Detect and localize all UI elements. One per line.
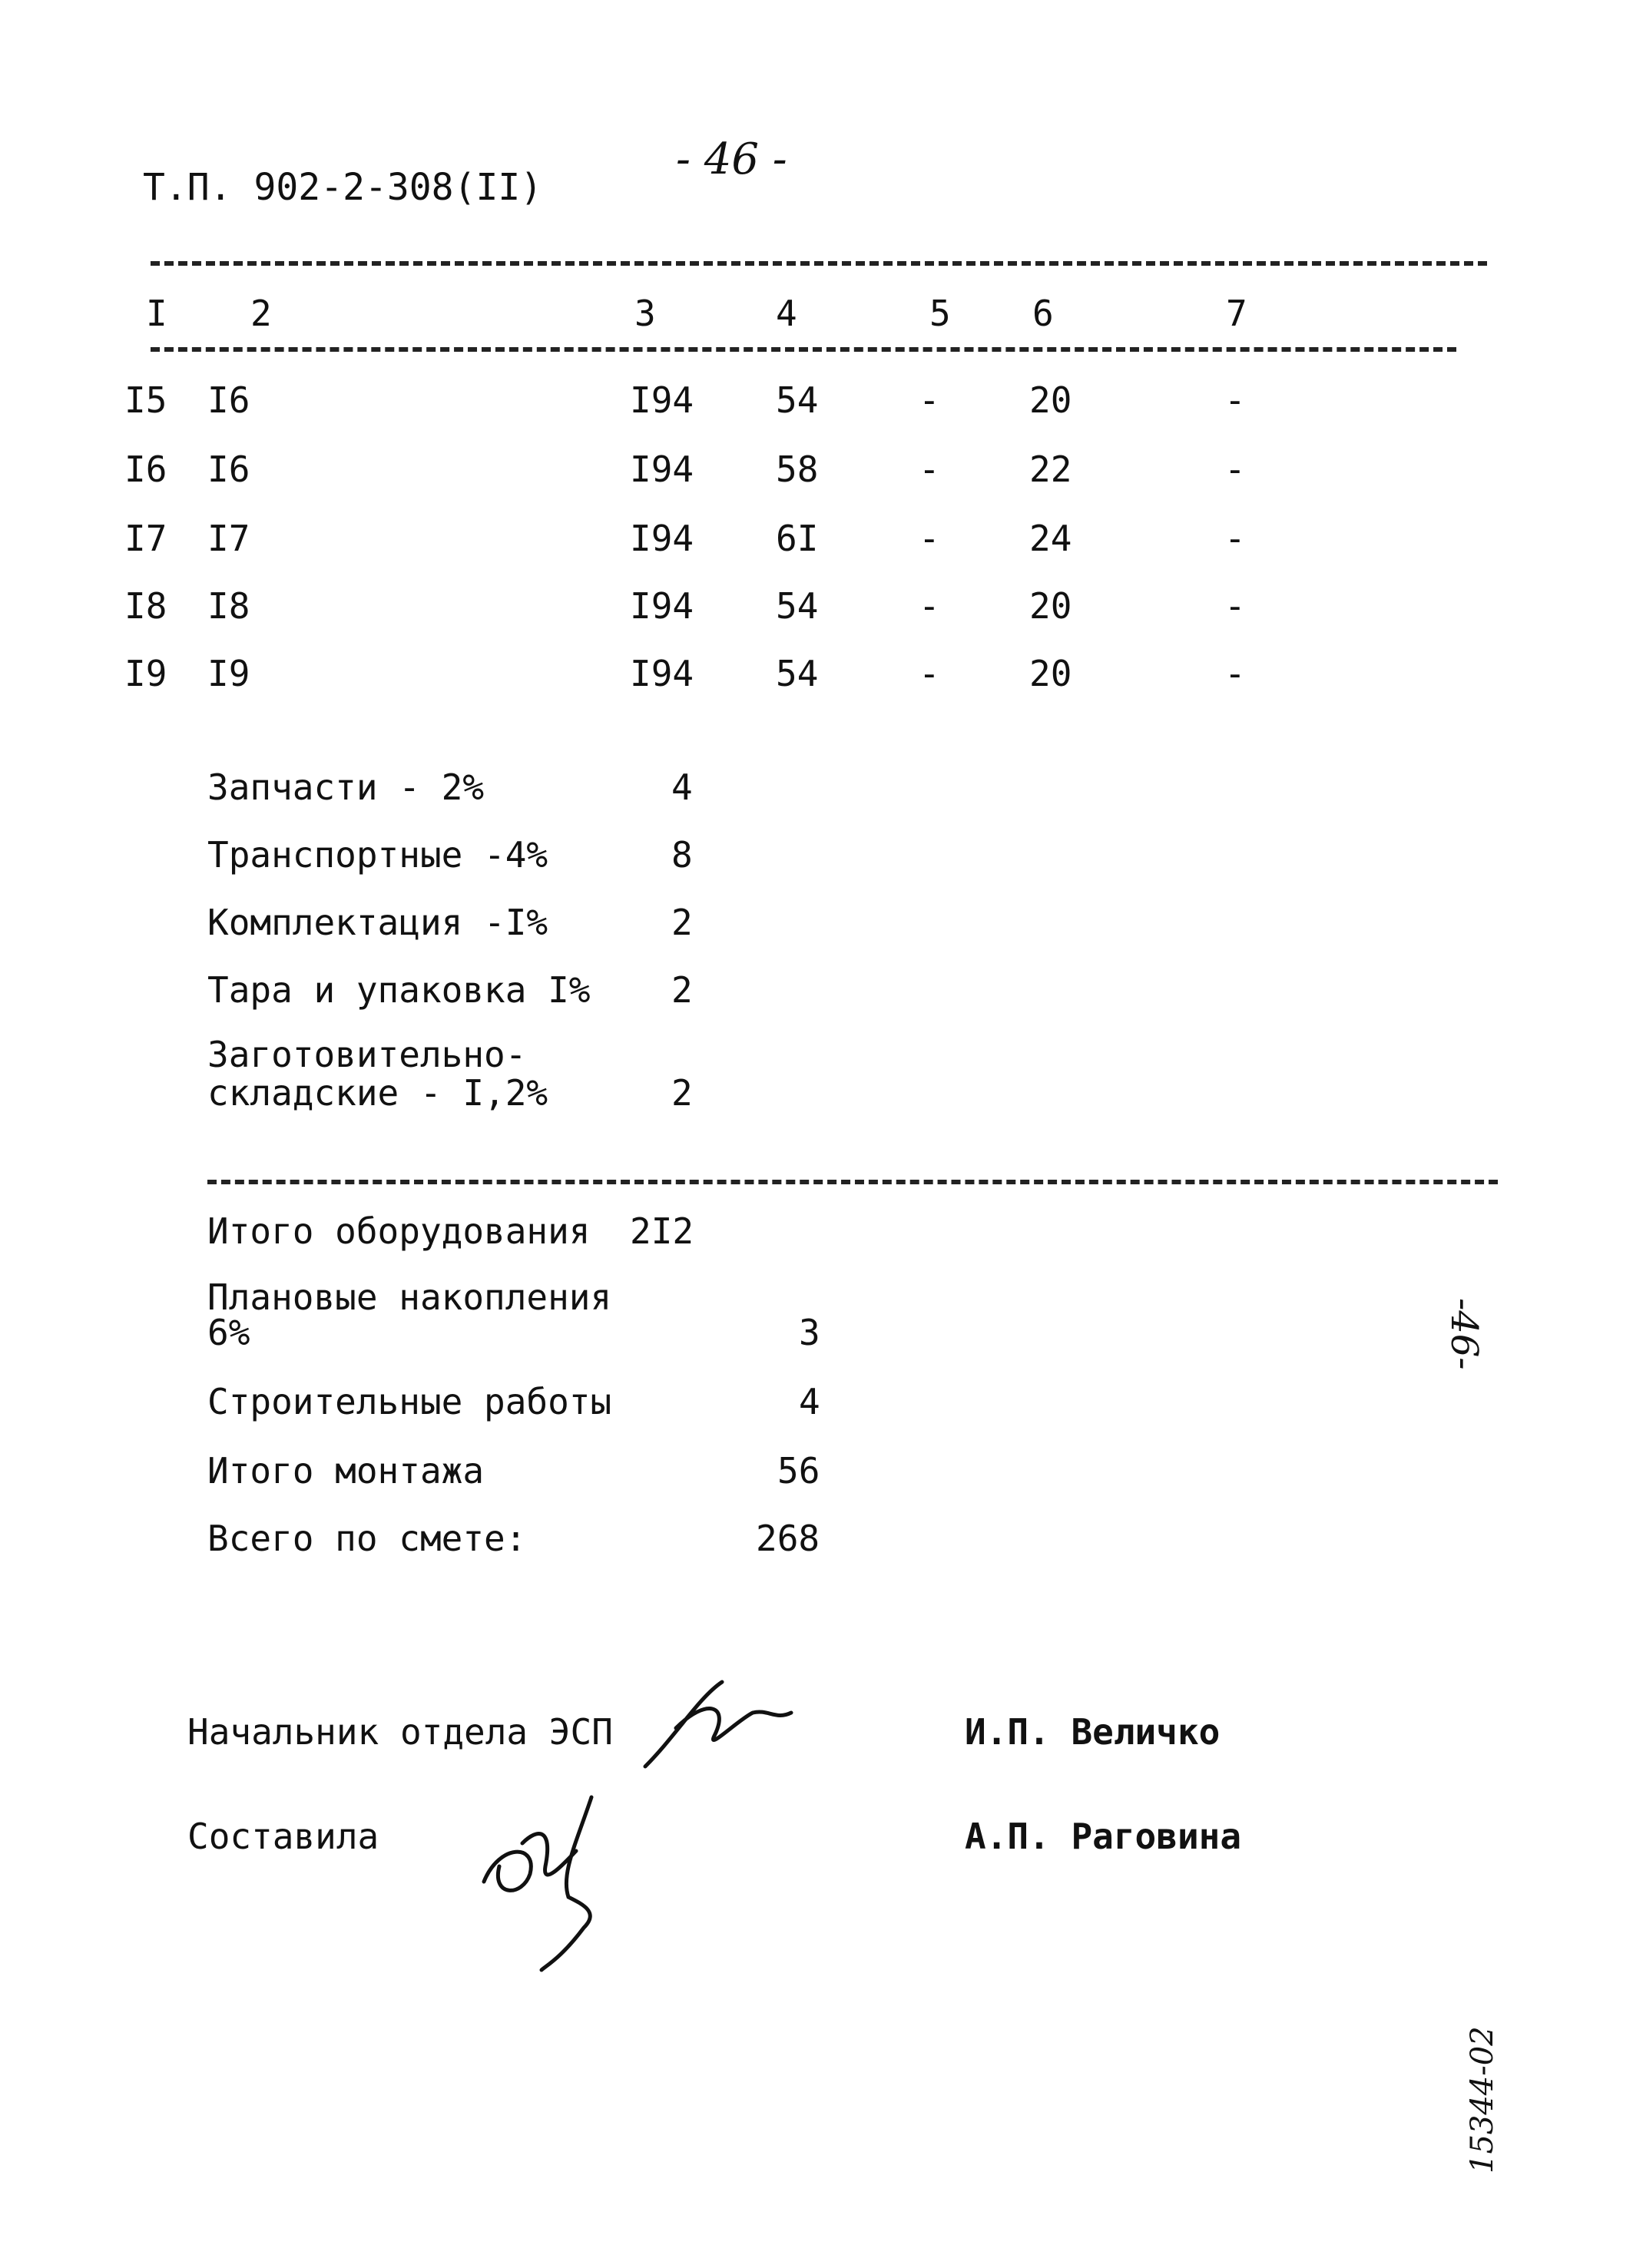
- surcharge-label: Транспортные -4%: [207, 834, 548, 876]
- table-cell: 24: [1029, 518, 1072, 559]
- table-cell: 58: [776, 449, 819, 490]
- table-cell: -: [919, 585, 940, 627]
- column-header: 4: [776, 293, 797, 334]
- table-cell: -: [919, 449, 940, 490]
- surcharge-value: 2: [671, 902, 693, 943]
- surcharge-value: 2: [671, 969, 693, 1011]
- column-header: 5: [929, 293, 951, 334]
- table-cell: I94: [630, 379, 694, 421]
- table-cell: 20: [1029, 585, 1072, 627]
- table-cell: I8: [207, 585, 250, 627]
- side-page-number: -46-: [1443, 1298, 1486, 1370]
- compiler-name: А.П. Раговина: [965, 1816, 1242, 1857]
- head-title: Начальник отдела ЭСП: [187, 1711, 613, 1753]
- table-cell: 54: [776, 653, 819, 694]
- table-cell: I9: [124, 653, 167, 694]
- table-cell: -: [1224, 585, 1246, 627]
- table-cell: 22: [1029, 449, 1072, 490]
- table-cell: -: [919, 518, 940, 559]
- surcharge-label: Комплектация -I%: [207, 902, 548, 943]
- table-cell: I5: [124, 379, 167, 421]
- table-cell: -: [919, 379, 940, 421]
- table-cell: 20: [1029, 379, 1072, 421]
- head-name: И.П. Величко: [965, 1711, 1221, 1753]
- surcharge-label: Тара и упаковка I%: [207, 969, 591, 1011]
- totals-rule: [207, 1180, 1498, 1184]
- table-cell: I94: [630, 653, 694, 694]
- surcharge-value: 2: [671, 1072, 693, 1114]
- total-label: Всего по смете:: [207, 1518, 527, 1559]
- table-cell: I9: [207, 653, 250, 694]
- total-label: Строительные работы: [207, 1381, 612, 1422]
- table-cell: I7: [124, 518, 167, 559]
- total-value: 56: [777, 1450, 820, 1492]
- table-cell: -: [1224, 518, 1246, 559]
- total-value: 2I2: [630, 1210, 694, 1252]
- table-cell: I6: [207, 449, 250, 490]
- compiler-signature: [469, 1782, 638, 1974]
- total-label: 6%: [207, 1312, 250, 1353]
- table-cell: I7: [207, 518, 250, 559]
- total-label: Плановые накопления: [207, 1276, 612, 1318]
- table-cell: 54: [776, 585, 819, 627]
- table-cell: -: [1224, 449, 1246, 490]
- table-cell: -: [1224, 653, 1246, 694]
- total-label: Итого монтажа: [207, 1450, 485, 1492]
- column-header: 3: [634, 293, 656, 334]
- table-cell: -: [1224, 379, 1246, 421]
- archive-number: 15344-02: [1465, 2026, 1500, 2174]
- table-cell: I94: [630, 449, 694, 490]
- table-cell: I6: [124, 449, 167, 490]
- surcharge-value: 4: [671, 766, 693, 808]
- table-cell: I94: [630, 585, 694, 627]
- total-value: 3: [799, 1312, 820, 1353]
- table-cell: I8: [124, 585, 167, 627]
- column-header: 2: [250, 293, 272, 334]
- total-value: 268: [756, 1518, 820, 1559]
- surcharge-label: Запчасти - 2%: [207, 766, 485, 808]
- compiler-title: Составила: [187, 1816, 379, 1857]
- table-cell: I6: [207, 379, 250, 421]
- head-signature: [638, 1667, 814, 1782]
- column-header: I: [146, 293, 167, 334]
- table-cell: 6I: [776, 518, 819, 559]
- surcharge-value: 8: [671, 834, 693, 876]
- table-cell: I94: [630, 518, 694, 559]
- table-cell: -: [919, 653, 940, 694]
- table-cell: 54: [776, 379, 819, 421]
- total-label: Итого оборудования: [207, 1210, 591, 1252]
- table-cell: 20: [1029, 653, 1072, 694]
- header-bottom-rule: [151, 347, 1456, 352]
- document-reference: Т.П. 902-2-308(II): [143, 166, 543, 209]
- surcharge-label: Заготовительно-: [207, 1034, 527, 1075]
- surcharge-label: складские - I,2%: [207, 1072, 548, 1114]
- column-header: 6: [1032, 293, 1054, 334]
- column-header: 7: [1226, 293, 1247, 334]
- header-top-rule: [151, 261, 1487, 266]
- page-number: - 46 -: [676, 134, 787, 184]
- total-value: 4: [799, 1381, 820, 1422]
